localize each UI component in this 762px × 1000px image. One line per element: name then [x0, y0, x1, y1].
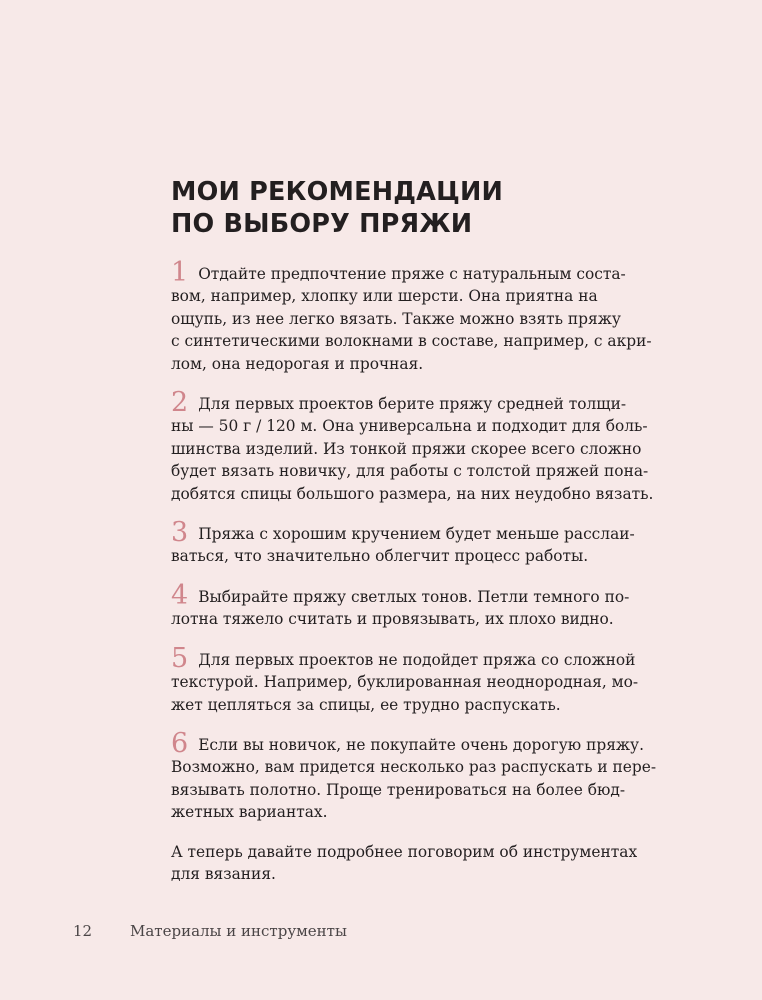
tip-text: Возможно, вам придется несколько раз распускать и пере- [171, 758, 657, 777]
page-title-line: МОИ РЕКОМЕНДАЦИИ [171, 177, 504, 207]
tip-text: шинства изделий. Из тонкой пряжи скорее всего сложно [171, 439, 642, 458]
tip-number: 2 [171, 387, 189, 419]
tip-text: Выбирайте пряжу светлых тонов. Петли темного по- [198, 587, 630, 606]
tip-number: 3 [171, 517, 189, 549]
tip-text: будет вязать новичку, для работы с толстой пряжей пона- [171, 462, 649, 481]
tip-text: Для первых проектов берите пряжу средней толщи- [198, 395, 627, 414]
tip-text: Для первых проектов не подойдет пряжа со сложной [198, 650, 636, 669]
outro-text: А теперь давайте подробнее поговорим об инструментах [171, 842, 638, 861]
outro-text: для вязания. [171, 864, 276, 883]
tip-text: Отдайте предпочтение пряже с натуральным соста- [198, 265, 626, 283]
tip-first-line [171, 257, 626, 288]
tip-first-line [171, 642, 636, 674]
page-footer [73, 922, 347, 940]
tip-2 [171, 387, 654, 505]
tip-text: с синтетическими волокнами в составе, например, с акри- [171, 332, 652, 351]
tip-1 [171, 257, 652, 375]
tip-text: вязывать полотно. Проще тренироваться на более бюд- [171, 780, 626, 799]
outro-paragraph [171, 841, 638, 886]
tip-5 [171, 642, 639, 716]
tip-first-line [171, 517, 635, 549]
tip-3 [171, 517, 635, 568]
tip-first-line [171, 727, 645, 759]
tip-text: Пряжа с хорошим кручением будет меньше расслаи- [198, 525, 635, 544]
tip-text: лом, она недорогая и прочная. [171, 354, 424, 373]
tip-text: добятся спицы большого размера, на них неудобно вязать. [171, 484, 654, 503]
tip-text: ощупь, из нее легко вязать. Также можно взять пряжу [171, 309, 621, 328]
tip-text: Если вы новичок, не покупайте очень дорогую пряжу. [198, 735, 645, 754]
tip-number: 5 [171, 642, 189, 674]
tip-text: вом, например, хлопку или шерсти. Она приятна на [171, 287, 598, 306]
tips-list [171, 257, 657, 824]
tip-number: 4 [171, 579, 189, 611]
tip-6 [171, 727, 657, 824]
tip-text: жетных вариантах. [171, 803, 328, 822]
tip-text: текстурой. Например, буклированная неоднородная, мо- [171, 673, 639, 692]
page-title-line: ПО ВЫБОРУ ПРЯЖИ [171, 209, 473, 239]
page-title [171, 176, 611, 240]
page-number: 12 [73, 922, 93, 940]
tip-first-line [171, 579, 630, 611]
tip-text: ны — 50 г / 120 м. Она универсальна и подходит для боль- [171, 417, 648, 436]
tip-text: ваться, что значительно облегчит процесс работы. [171, 547, 589, 566]
tip-text: жет цепляться за спицы, ее трудно распускать. [171, 695, 561, 714]
tip-4 [171, 579, 630, 631]
running-section-title: Материалы и инструменты [130, 922, 347, 940]
tip-text: лотна тяжело считать и провязывать, их плохо видно. [171, 610, 614, 629]
tip-first-line [171, 387, 627, 419]
tip-number: 6 [171, 727, 189, 759]
page-content [171, 176, 657, 885]
tip-number: 1 [171, 257, 189, 288]
